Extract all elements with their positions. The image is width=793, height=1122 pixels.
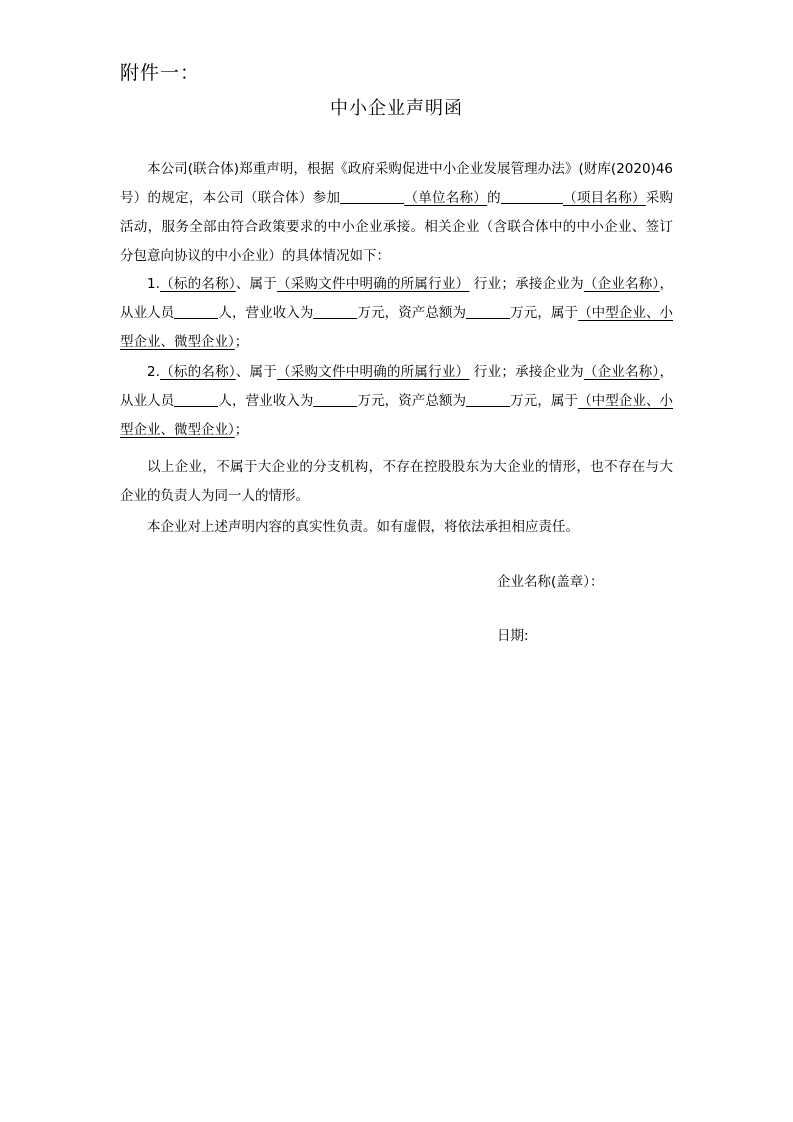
- bid-name-placeholder: （标的名称）: [159, 276, 236, 292]
- item-text-staff: ，从业人员: [120, 364, 674, 409]
- intro-text-2: 的: [487, 190, 501, 206]
- unit-name-blank: [340, 188, 404, 204]
- enterprise-size-placeholder: （中型企业、小型企业、微型企业）: [120, 305, 674, 350]
- item-text-industry: 行业；承接企业为: [473, 364, 584, 380]
- item-text-revenue: 人，营业收入为: [218, 305, 314, 321]
- intro-paragraph: [120, 155, 673, 271]
- item-text-revenue: 人，营业收入为: [218, 393, 314, 409]
- item-text-end: ；: [234, 334, 249, 350]
- project-name-placeholder: （项目名称）: [562, 190, 646, 206]
- item-number: 2.: [147, 364, 160, 380]
- item-text-assets: 万元，资产总额为: [357, 393, 467, 409]
- revenue-blank: [313, 303, 357, 319]
- item-number: 1.: [147, 276, 160, 292]
- staff-count-blank: [174, 303, 218, 319]
- revenue-blank: [313, 391, 357, 407]
- truthfulness-statement: 本企业对上述声明内容的真实性负责。如有虚假，将依法承担相应责任。: [147, 519, 579, 535]
- industry-placeholder: （采购文件中明确的所属行业）: [277, 276, 470, 292]
- item-text-staff: ，从业人员: [120, 276, 674, 321]
- company-name-placeholder: （企业名称）: [583, 276, 660, 292]
- industry-placeholder: （采购文件中明确的所属行业）: [277, 364, 470, 380]
- assets-blank: [466, 303, 510, 319]
- staff-count-blank: [174, 391, 218, 407]
- attachment-label: 附件一：: [120, 62, 201, 84]
- assets-blank: [466, 391, 510, 407]
- project-name-blank: [501, 188, 563, 204]
- company-name-placeholder: （企业名称）: [583, 364, 660, 380]
- enterprise-size-placeholder: （中型企业、小型企业、微型企业）: [120, 393, 674, 438]
- independence-statement: 以上企业，不属于大企业的分支机构，不存在控股股东为大企业的情形，也不存在与大企业的负责人为同一人的情形。: [120, 459, 673, 504]
- enterprise-item-1: [120, 270, 673, 357]
- item-text-end: ；: [234, 422, 249, 438]
- item-text-belong: 、属于: [235, 364, 278, 380]
- intro-text-3: 采购活动，服务全部由符合政策要求的中小企业承接。相关企业（含联合体中的中小企业、签订分包意向协议的中小企业）的具体情况如下：: [120, 190, 673, 264]
- item-text-belong2: 万元，属于: [510, 305, 579, 321]
- date-label: 日期:: [497, 628, 529, 644]
- enterprise-item-2: [120, 358, 673, 445]
- bid-name-placeholder: （标的名称）: [159, 364, 236, 380]
- item-text-industry: 行业；承接企业为: [473, 276, 584, 292]
- unit-name-placeholder: （单位名称）: [404, 190, 488, 206]
- item-text-belong: 、属于: [235, 276, 278, 292]
- intro-text-1: 本公司(联合体)郑重声明，根据《政府采购促进中小企业发展管理办法》(财库(2020)46号）的规定，本公司（联合体）参加: [120, 161, 673, 206]
- item-text-assets: 万元，资产总额为: [357, 305, 467, 321]
- item-text-belong2: 万元，属于: [510, 393, 579, 409]
- document-title: 中小企业声明函: [330, 98, 463, 119]
- company-seal-label: 企业名称(盖章）：: [497, 574, 604, 590]
